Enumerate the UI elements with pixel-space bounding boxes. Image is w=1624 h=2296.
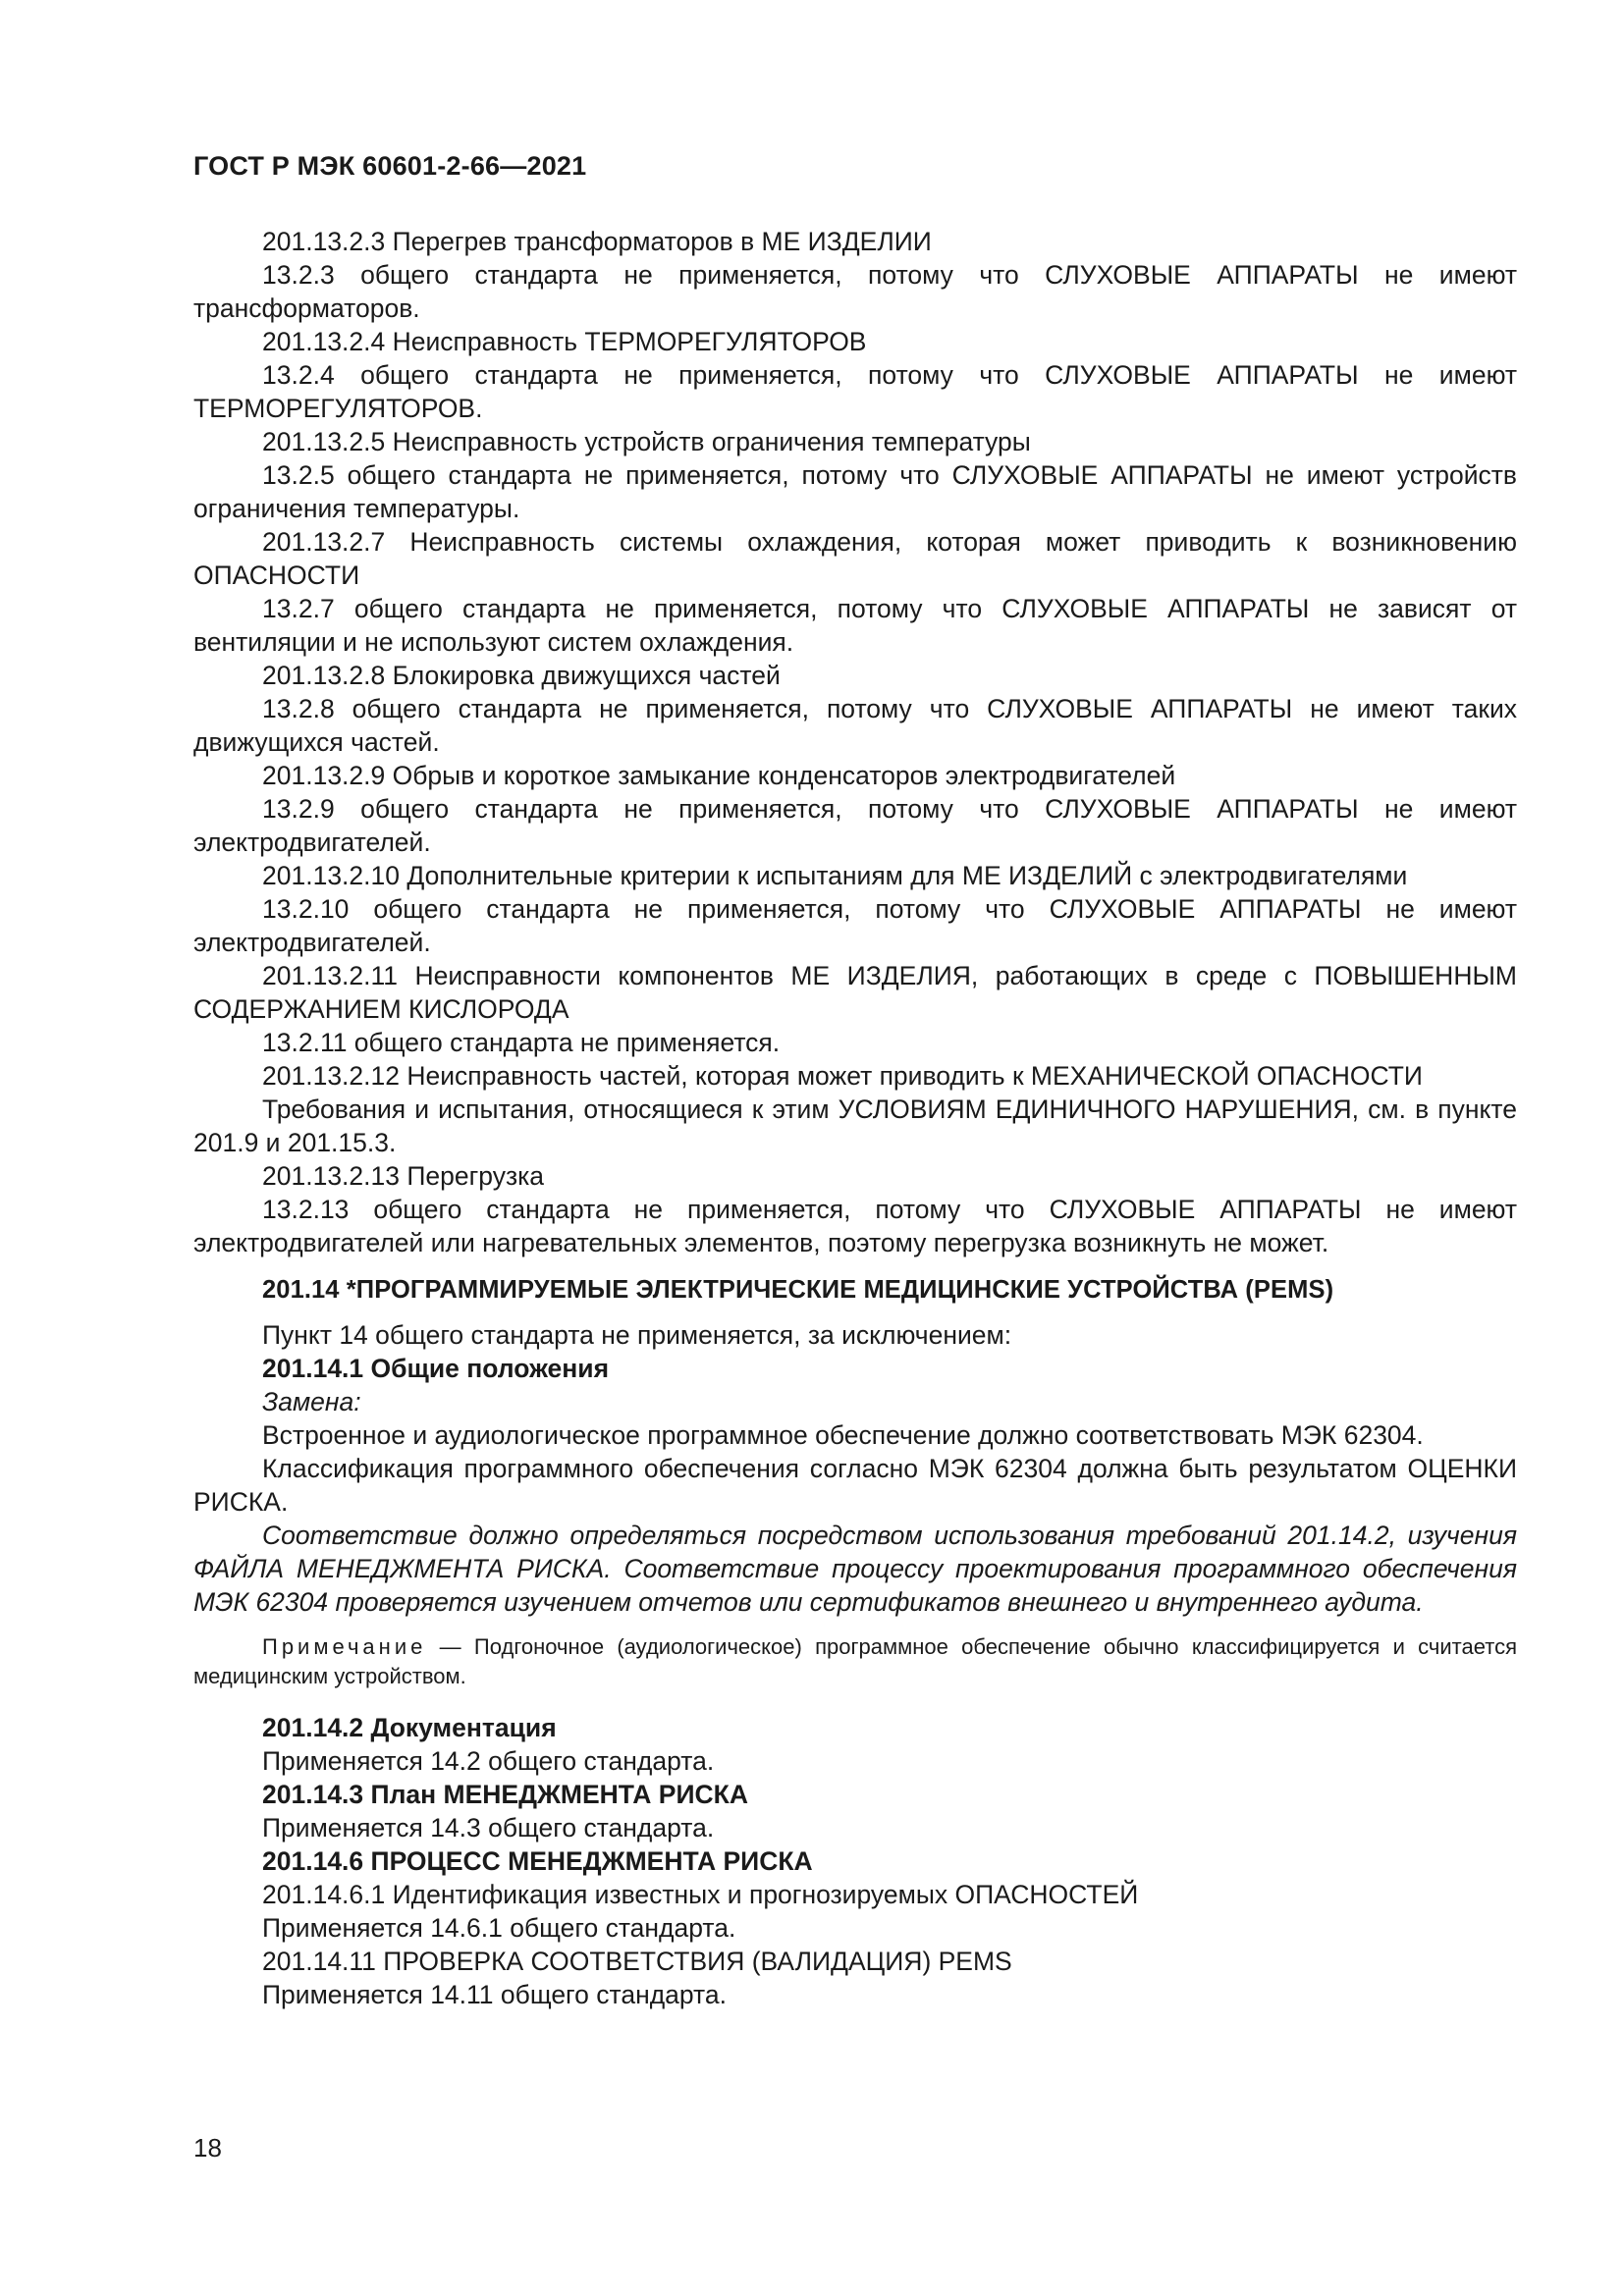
- clause-text: 13.2.10 общего стандарта не применяется, потому что СЛУХОВЫЕ АППАРАТЫ не имеют электродвигателей.: [193, 894, 1517, 957]
- compliance-text: Соответствие должно определяться посредством использования требований 201.14.2, изучения ФАЙЛА МЕНЕДЖМЕНТА РИСКА. Соответствие процессу проектирования программного обеспечения МЭК 62304 проверяется изучением отчетов или сертификатов внешнего и внутреннего аудита.: [193, 1521, 1517, 1617]
- clause-text: 13.2.7 общего стандарта не применяется, потому что СЛУХОВЫЕ АППАРАТЫ не зависят от вентиляции и не используют систем охлаждения.: [193, 594, 1517, 657]
- clause-text: 13.2.5 общего стандарта не применяется, потому что СЛУХОВЫЕ АППАРАТЫ не имеют устройств ограничения температуры.: [193, 460, 1517, 523]
- clause-heading: 201.13.2.10 Дополнительные критерии к испытаниям для МЕ ИЗДЕЛИЙ с электродвигателями: [262, 861, 1408, 890]
- subsection-text: Применяется 14.6.1 общего стандарта.: [262, 1913, 736, 1943]
- clause-heading: 201.13.2.13 Перегрузка: [262, 1161, 545, 1191]
- clause-text: 13.2.4 общего стандарта не применяется, потому что СЛУХОВЫЕ АППАРАТЫ не имеют ТЕРМОРЕГУЛЯТОРОВ.: [193, 360, 1517, 423]
- requirement-text: Классификация программного обеспечения согласно МЭК 62304 должна быть результатом ОЦЕНКИ РИСКА.: [193, 1454, 1517, 1517]
- replacement-label: Замена:: [262, 1387, 361, 1416]
- section-intro: Пункт 14 общего стандарта не применяется, за исключением:: [262, 1320, 1012, 1350]
- page-number: 18: [193, 2133, 222, 2163]
- clause-text: 13.2.11 общего стандарта не применяется.: [262, 1028, 781, 1057]
- section-heading: 201.14 *ПРОГРАММИРУЕМЫЕ ЭЛЕКТРИЧЕСКИЕ МЕДИЦИНСКИЕ УСТРОЙСТВА (PEMS): [262, 1276, 1334, 1304]
- clause-heading: 201.13.2.12 Неисправность частей, которая может приводить к МЕХАНИЧЕСКОЙ ОПАСНОСТИ: [262, 1061, 1423, 1091]
- clause-heading: 201.14.6.1 Идентификация известных и прогнозируемых ОПАСНОСТЕЙ: [262, 1880, 1139, 1909]
- requirement-text: Встроенное и аудиологическое программное обеспечение должно соответствовать МЭК 62304.: [262, 1420, 1424, 1450]
- note: [193, 1632, 1517, 1691]
- clause-heading: 201.14.11 ПРОВЕРКА СООТВЕТСТВИЯ (ВАЛИДАЦИЯ) PEMS: [262, 1947, 1012, 1976]
- clause-heading: 201.13.2.5 Неисправность устройств ограничения температуры: [262, 427, 1031, 456]
- clause-heading: 201.13.2.9 Обрыв и короткое замыкание конденсаторов электродвигателей: [262, 761, 1176, 790]
- clause-text: 13.2.3 общего стандарта не применяется, потому что СЛУХОВЫЕ АППАРАТЫ не имеют трансформаторов.: [193, 260, 1517, 323]
- subsection-heading: 201.14.6 ПРОЦЕСС МЕНЕДЖМЕНТА РИСКА: [262, 1846, 813, 1876]
- clause-heading: 201.13.2.3 Перегрев трансформаторов в МЕ ИЗДЕЛИИ: [262, 227, 932, 256]
- page-body: [193, 225, 1517, 2011]
- subsection-text: Применяется 14.11 общего стандарта.: [262, 1980, 728, 2009]
- subsection-heading: 201.14.1 Общие положения: [262, 1354, 610, 1383]
- clause-text: 13.2.8 общего стандарта не применяется, потому что СЛУХОВЫЕ АППАРАТЫ не имеют таких движущихся частей.: [193, 694, 1517, 757]
- subsection-heading: 201.14.3 План МЕНЕДЖМЕНТА РИСКА: [262, 1780, 748, 1809]
- clause-heading: 201.13.2.7 Неисправность системы охлаждения, которая может приводить к возникновению ОПАСНОСТИ: [193, 527, 1517, 590]
- standard-header: ГОСТ Р МЭК 60601-2-66—2021: [193, 151, 587, 181]
- clause-text: 13.2.13 общего стандарта не применяется, потому что СЛУХОВЫЕ АППАРАТЫ не имеют электродвигателей или нагревательных элементов, поэтому перегрузка возникнуть не может.: [193, 1195, 1517, 1257]
- note-label: Примечание: [262, 1634, 427, 1659]
- clause-text: 13.2.9 общего стандарта не применяется, потому что СЛУХОВЫЕ АППАРАТЫ не имеют электродвигателей.: [193, 794, 1517, 857]
- subsection-text: Применяется 14.3 общего стандарта.: [262, 1813, 715, 1842]
- clause-heading: 201.13.2.8 Блокировка движущихся частей: [262, 661, 781, 690]
- clause-heading: 201.13.2.4 Неисправность ТЕРМОРЕГУЛЯТОРОВ: [262, 327, 867, 356]
- clause-text: Требования и испытания, относящиеся к этим УСЛОВИЯМ ЕДИНИЧНОГО НАРУШЕНИЯ, см. в пункте 201.9 и 201.15.3.: [193, 1095, 1517, 1157]
- clause-heading: 201.13.2.11 Неисправности компонентов МЕ ИЗДЕЛИЯ, работающих в среде с ПОВЫШЕННЫМ СОДЕРЖАНИЕМ КИСЛОРОДА: [193, 961, 1517, 1024]
- note-text: — Подгоночное (аудиологическое) программное обеспечение обычно классифицируется и считается медицинским устройством.: [193, 1634, 1517, 1688]
- subsection-heading: 201.14.2 Документация: [262, 1713, 557, 1742]
- subsection-text: Применяется 14.2 общего стандарта.: [262, 1746, 715, 1776]
